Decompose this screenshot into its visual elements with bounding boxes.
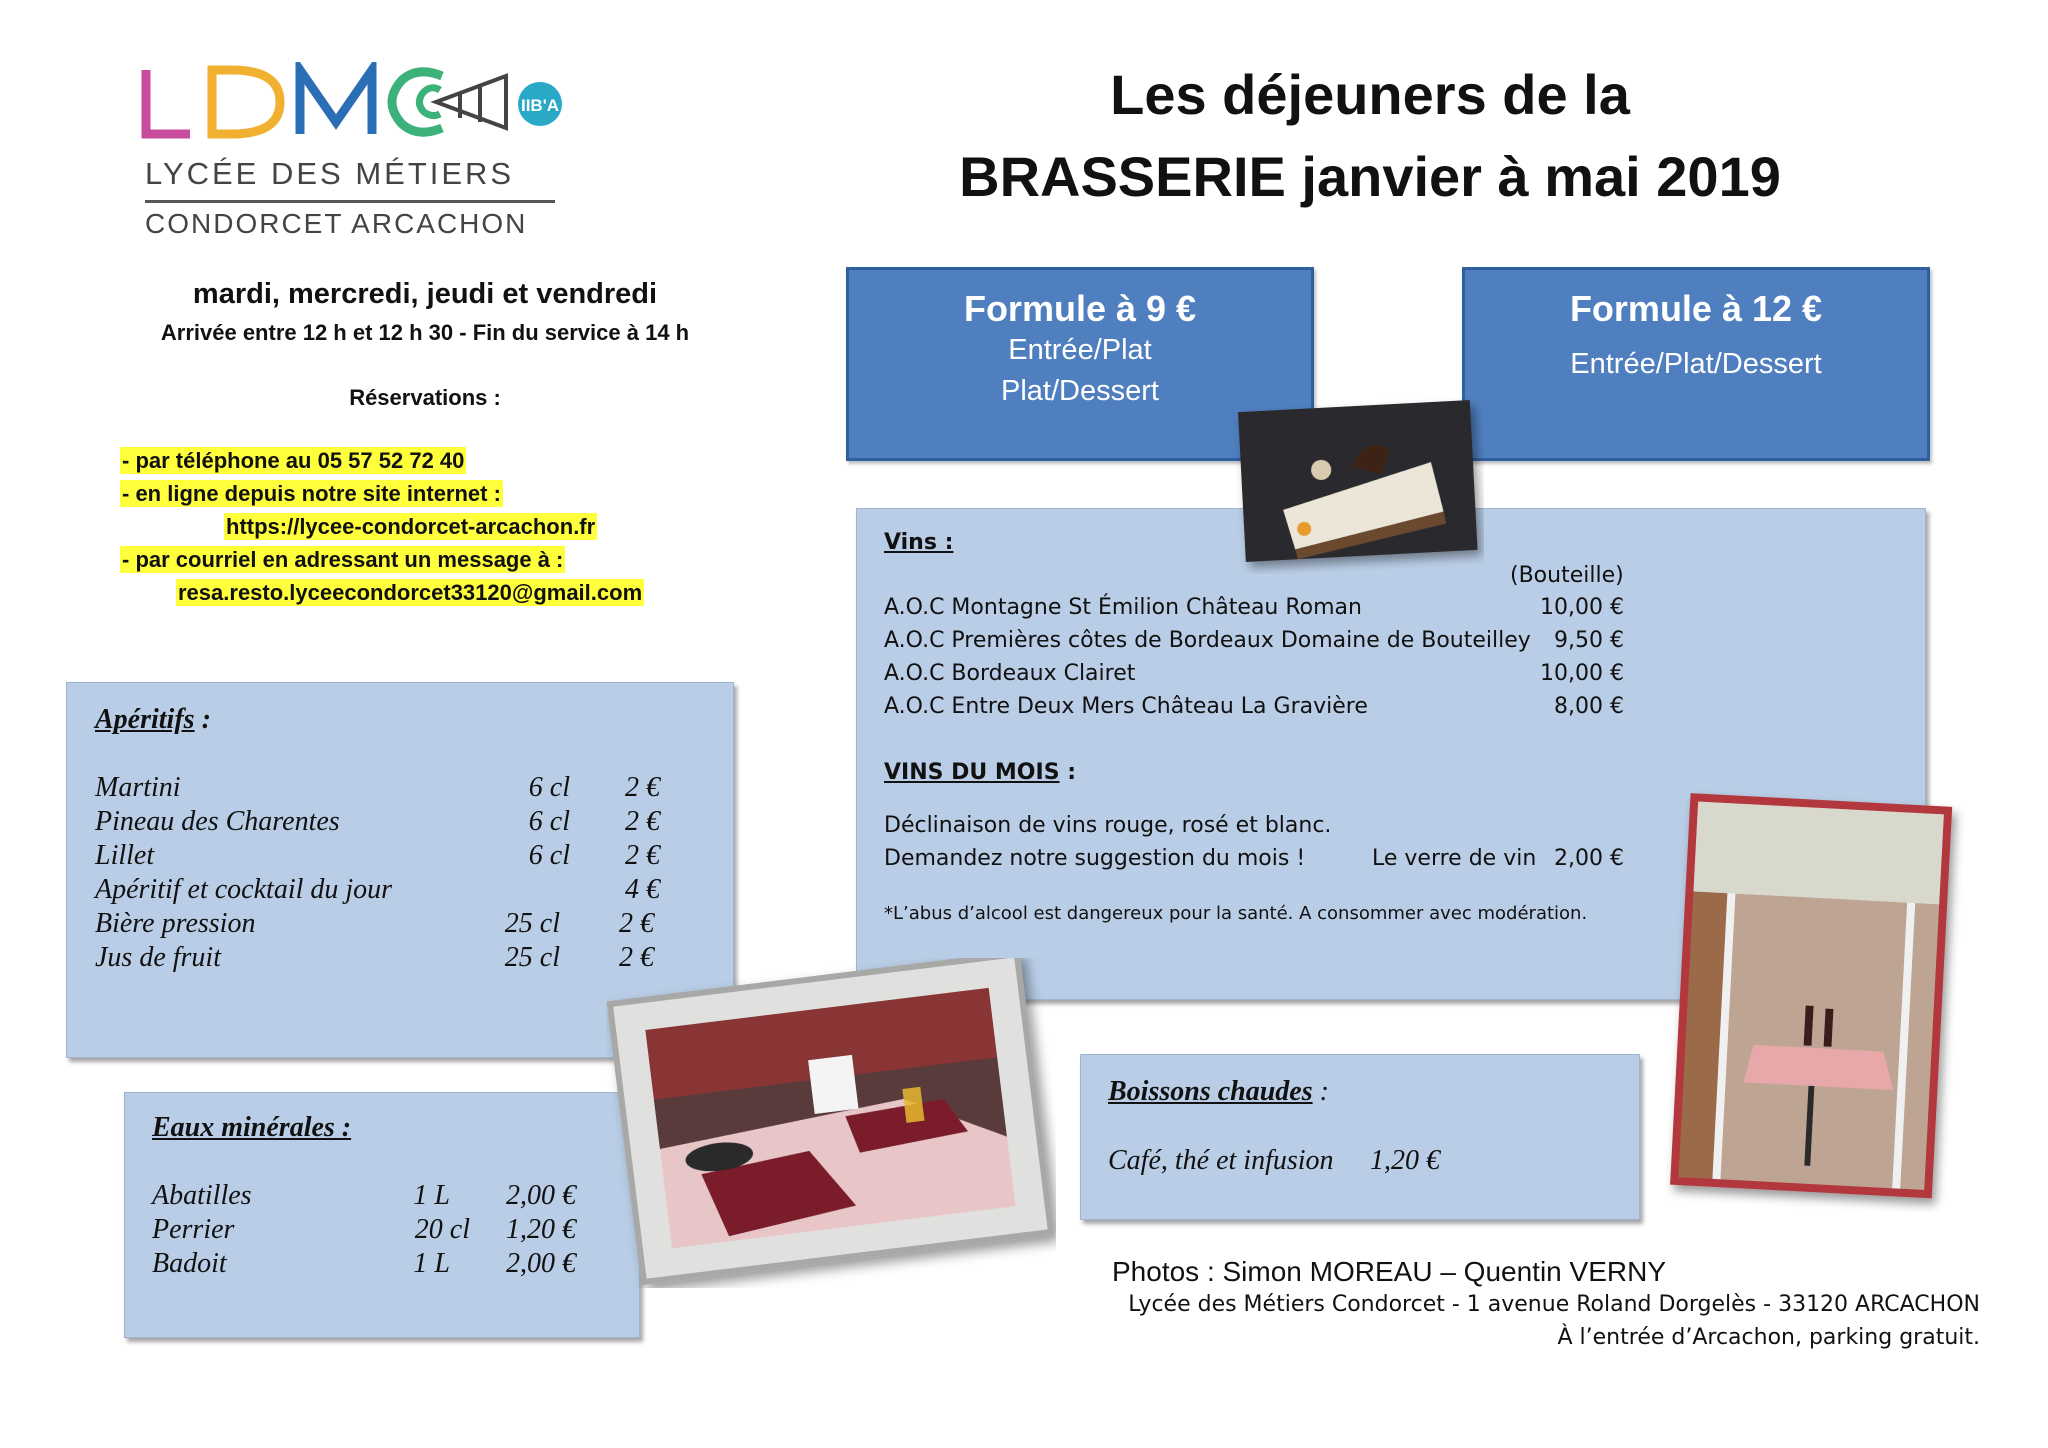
wine-name-2: A.O.C Premières côtes de Bordeaux Domaine de Bouteilley xyxy=(884,628,1531,653)
formula-12-title: Formule à 12 € xyxy=(1569,288,1823,329)
aperitif-vol-2: 6 cl xyxy=(528,806,570,837)
aperitif-vol-5: 25 cl xyxy=(504,908,560,939)
water-price-3: 2,00 € xyxy=(506,1248,576,1279)
hot-drink-price: 1,20 € xyxy=(1370,1145,1440,1176)
formula-12-line-1: Entrée/Plat/Dessert xyxy=(1570,348,1822,380)
formula-9-line-1: Entrée/Plat xyxy=(1008,334,1152,366)
title-line-1: Les déjeuners de la xyxy=(1110,63,1630,126)
wines-month-line-2: Demandez notre suggestion du mois ! xyxy=(884,846,1306,871)
badge-text: IIB'A xyxy=(520,96,560,115)
logo-subtitle-1: LYCÉE DES MÉTIERS xyxy=(145,156,515,191)
logo-divider xyxy=(145,200,555,203)
wines-month-title: VINS DU MOIS xyxy=(884,760,1060,785)
reservation-email-intro: - par courriel en adressant un message à : xyxy=(122,547,564,572)
wines-month-heading xyxy=(884,760,1076,785)
reservation-email-link[interactable]: resa.resto.lyceecondorcet33120@gmail.com xyxy=(178,580,643,605)
water-name-3: Badoit xyxy=(152,1248,227,1279)
aperitif-vol-3: 6 cl xyxy=(528,840,570,871)
aperitif-price-6: 2 € xyxy=(619,942,654,973)
wine-price-3: 10,00 € xyxy=(1540,661,1624,686)
aperitif-name-5: Bière pression xyxy=(95,908,256,939)
water-name-2: Perrier xyxy=(152,1214,235,1245)
reservation-online: - en ligne depuis notre site internet : xyxy=(122,481,501,506)
aperitifs-colon: : xyxy=(194,704,211,735)
footer-address: Lycée des Métiers Condorcet - 1 avenue Roland Dorgelès - 33120 ARCACHON xyxy=(1128,1292,1980,1317)
aperitif-price-2: 2 € xyxy=(625,806,660,837)
aperitif-price-1: 2 € xyxy=(625,772,660,803)
reservations-title: Réservations : xyxy=(349,385,501,410)
service-hours: Arrivée entre 12 h et 12 h 30 - Fin du service à 14 h xyxy=(160,320,690,345)
wine-name-4: A.O.C Entre Deux Mers Château La Gravière xyxy=(884,694,1368,719)
alcohol-warning: *L’abus d’alcool est dangereux pour la santé. A consommer avec modération. xyxy=(884,903,1588,924)
water-price-2: 1,20 € xyxy=(506,1214,576,1245)
aperitif-price-5: 2 € xyxy=(619,908,654,939)
glass-label: Le verre de vin xyxy=(1372,846,1537,871)
entrance-photo xyxy=(1666,786,1966,1212)
water-name-1: Abatilles xyxy=(152,1180,252,1211)
water-vol-3: 1 L xyxy=(413,1248,450,1279)
restaurant-tables-photo xyxy=(606,958,1056,1288)
water-price-1: 2,00 € xyxy=(506,1180,576,1211)
reservation-website-link[interactable]: https://lycee-condorcet-arcachon.fr xyxy=(226,514,596,539)
wine-price-4: 8,00 € xyxy=(1554,694,1624,719)
photo-credits: Photos : Simon MOREAU – Quentin VERNY xyxy=(1112,1256,1666,1287)
title-line-2: BRASSERIE janvier à mai 2019 xyxy=(959,145,1781,208)
aperitif-name-6: Jus de fruit xyxy=(95,942,221,973)
logo-subtitle-2: CONDORCET ARCACHON xyxy=(145,208,528,239)
water-vol-2: 20 cl xyxy=(414,1214,470,1245)
wine-price-1: 10,00 € xyxy=(1540,595,1624,620)
aperitifs-heading xyxy=(95,704,211,736)
service-days: mardi, mercredi, jeudi et vendredi xyxy=(192,278,658,310)
formula-9-title: Formule à 9 € xyxy=(963,288,1197,329)
hot-drinks-heading xyxy=(1108,1076,1329,1108)
aperitif-price-3: 2 € xyxy=(625,840,660,871)
hot-drink-name: Café, thé et infusion xyxy=(1108,1145,1334,1176)
aperitif-name-3: Lillet xyxy=(95,840,155,871)
water-vol-1: 1 L xyxy=(413,1180,450,1211)
reservation-phone: - par téléphone au 05 57 52 72 40 xyxy=(122,448,465,473)
aperitif-name-4: Apéritif et cocktail du jour xyxy=(95,874,393,905)
formula-12-box xyxy=(1462,267,1930,461)
aperitif-price-4: 4 € xyxy=(625,874,660,905)
wines-title: Vins : xyxy=(884,530,954,555)
wines-month-line-1: Déclinaison de vins rouge, rosé et blanc. xyxy=(884,813,1332,838)
glass-price: 2,00 € xyxy=(1554,846,1624,871)
wines-month-colon: : xyxy=(1059,760,1077,785)
footer-access: À l’entrée d’Arcachon, parking gratuit. xyxy=(1557,1325,1980,1350)
wine-name-1: A.O.C Montagne St Émilion Château Roman xyxy=(884,595,1362,620)
formula-9-line-2: Plat/Dessert xyxy=(1001,375,1159,407)
hot-drinks-colon: : xyxy=(1312,1076,1329,1107)
aperitif-vol-6: 25 cl xyxy=(504,942,560,973)
waters-title: Eaux minérales : xyxy=(152,1112,352,1143)
aperitif-vol-1: 6 cl xyxy=(528,772,570,803)
dessert-photo xyxy=(1232,396,1484,574)
aperitif-name-2: Pineau des Charentes xyxy=(95,806,340,837)
hot-drinks-title: Boissons chaudes xyxy=(1108,1076,1313,1107)
aperitifs-title: Apéritifs xyxy=(95,704,195,735)
wine-price-2: 9,50 € xyxy=(1554,628,1624,653)
aperitif-name-1: Martini xyxy=(95,772,181,803)
wine-name-3: A.O.C Bordeaux Clairet xyxy=(884,661,1136,686)
wines-unit: (Bouteille) xyxy=(1510,563,1624,588)
